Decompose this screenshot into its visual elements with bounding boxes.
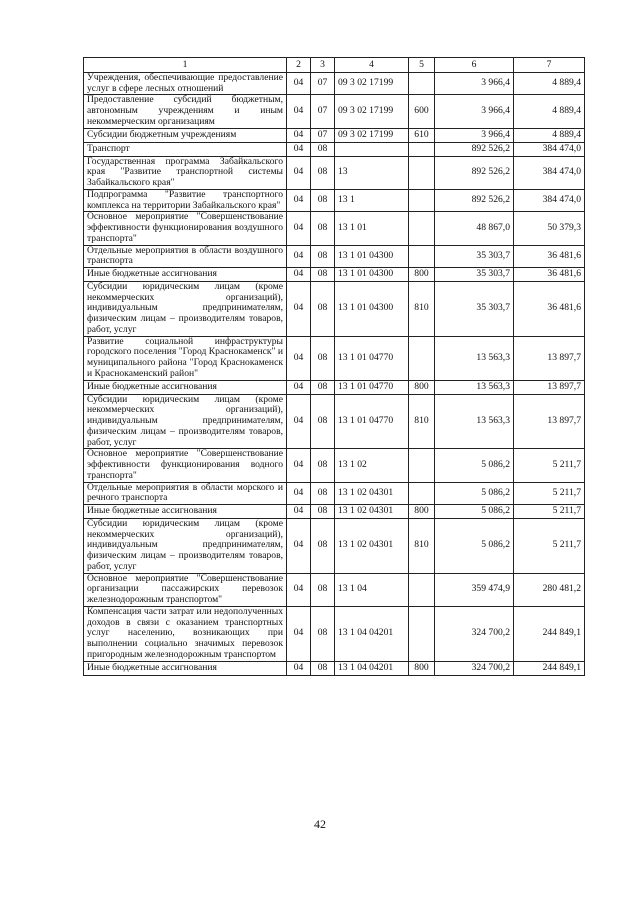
amount-year1-cell: 3 966,4 <box>435 95 514 128</box>
amount-year2-cell: 13 897,7 <box>514 394 585 449</box>
subsection-code-cell: 08 <box>311 482 335 504</box>
amount-year2-cell: 5 211,7 <box>514 449 585 482</box>
table-row <box>84 504 585 518</box>
subsection-code-cell: 07 <box>311 128 335 142</box>
subsection-code-cell: 08 <box>311 380 335 394</box>
section-code-cell: 04 <box>287 282 311 337</box>
section-code-cell: 04 <box>287 518 311 573</box>
amount-year1-cell: 35 303,7 <box>435 245 514 267</box>
section-code-cell: 04 <box>287 482 311 504</box>
subsection-code-cell: 08 <box>311 212 335 245</box>
amount-year1-cell: 892 526,2 <box>435 189 514 211</box>
amount-year1-cell: 35 303,7 <box>435 268 514 282</box>
expense-type-cell <box>409 189 435 211</box>
table-row <box>84 336 585 380</box>
table-row <box>84 156 585 189</box>
expense-type-cell <box>409 212 435 245</box>
section-code-cell: 04 <box>287 380 311 394</box>
subsection-code-cell: 08 <box>311 504 335 518</box>
column-header: 3 <box>311 58 335 73</box>
item-name-cell: Предоставление субсидий бюджетным, автономным учреждениям и иным некоммерческим организациям <box>84 95 287 128</box>
item-name-cell: Отдельные мероприятия в области морского и речного транспорта <box>84 482 287 504</box>
amount-year1-cell: 892 526,2 <box>435 142 514 156</box>
subsection-code-cell: 08 <box>311 156 335 189</box>
amount-year1-cell: 48 867,0 <box>435 212 514 245</box>
target-article-cell: 13 1 02 <box>335 449 409 482</box>
section-code-cell: 04 <box>287 95 311 128</box>
table-row <box>84 245 585 267</box>
expense-type-cell: 810 <box>409 518 435 573</box>
section-code-cell: 04 <box>287 268 311 282</box>
table-row <box>84 482 585 504</box>
amount-year2-cell: 36 481,6 <box>514 245 585 267</box>
item-name-cell: Субсидии бюджетным учреждениям <box>84 128 287 142</box>
subsection-code-cell: 08 <box>311 245 335 267</box>
expense-type-cell: 800 <box>409 380 435 394</box>
subsection-code-cell: 08 <box>311 449 335 482</box>
target-article-cell: 13 1 04 04201 <box>335 606 409 661</box>
item-name-cell: Иные бюджетные ассигнования <box>84 380 287 394</box>
expense-type-cell: 610 <box>409 128 435 142</box>
amount-year1-cell: 13 563,3 <box>435 336 514 380</box>
amount-year1-cell: 3 966,4 <box>435 128 514 142</box>
expense-type-cell: 810 <box>409 282 435 337</box>
item-name-cell: Компенсация части затрат или недополученных доходов в связи с оказанием транспортных услуг населению, возникающих при выполнении социально значимых перевозок пригородным железнодорожным транспортом <box>84 606 287 661</box>
item-name-cell: Подпрограмма "Развитие транспортного комплекса на территории Забайкальского края" <box>84 189 287 211</box>
table-row <box>84 95 585 128</box>
table-row <box>84 606 585 661</box>
column-header: 7 <box>514 58 585 73</box>
target-article-cell: 13 1 02 04301 <box>335 482 409 504</box>
subsection-code-cell: 08 <box>311 336 335 380</box>
amount-year1-cell: 35 303,7 <box>435 282 514 337</box>
expense-type-cell: 800 <box>409 504 435 518</box>
target-article-cell: 13 1 01 04300 <box>335 268 409 282</box>
amount-year1-cell: 892 526,2 <box>435 156 514 189</box>
subsection-code-cell: 08 <box>311 661 335 675</box>
amount-year1-cell: 13 563,3 <box>435 380 514 394</box>
table-row <box>84 142 585 156</box>
expense-type-cell <box>409 606 435 661</box>
column-header: 4 <box>335 58 409 73</box>
amount-year2-cell: 5 211,7 <box>514 518 585 573</box>
expense-type-cell: 800 <box>409 268 435 282</box>
target-article-cell: 13 1 04 <box>335 573 409 606</box>
table-row <box>84 268 585 282</box>
target-article-cell: 13 1 01 04300 <box>335 245 409 267</box>
amount-year1-cell: 5 086,2 <box>435 449 514 482</box>
column-number-row <box>84 58 585 73</box>
table-row <box>84 380 585 394</box>
amount-year1-cell: 324 700,2 <box>435 661 514 675</box>
table-row <box>84 73 585 95</box>
table-row <box>84 449 585 482</box>
amount-year2-cell: 280 481,2 <box>514 573 585 606</box>
item-name-cell: Отдельные мероприятия в области воздушного транспорта <box>84 245 287 267</box>
section-code-cell: 04 <box>287 189 311 211</box>
item-name-cell: Основное мероприятие "Совершенствование эффективности функционирования воздушного транспорта" <box>84 212 287 245</box>
column-header: 1 <box>84 58 287 73</box>
section-code-cell: 04 <box>287 449 311 482</box>
budget-table-container <box>83 57 584 676</box>
target-article-cell: 13 1 01 <box>335 212 409 245</box>
table-row <box>84 573 585 606</box>
item-name-cell: Транспорт <box>84 142 287 156</box>
table-row <box>84 128 585 142</box>
amount-year2-cell: 244 849,1 <box>514 661 585 675</box>
amount-year2-cell: 36 481,6 <box>514 268 585 282</box>
amount-year2-cell: 244 849,1 <box>514 606 585 661</box>
expense-type-cell <box>409 573 435 606</box>
expense-type-cell: 810 <box>409 394 435 449</box>
column-header: 6 <box>435 58 514 73</box>
amount-year2-cell: 13 897,7 <box>514 380 585 394</box>
expense-type-cell <box>409 482 435 504</box>
target-article-cell: 13 1 04 04201 <box>335 661 409 675</box>
target-article-cell: 13 1 01 04770 <box>335 380 409 394</box>
expense-type-cell: 600 <box>409 95 435 128</box>
subsection-code-cell: 07 <box>311 95 335 128</box>
amount-year1-cell: 324 700,2 <box>435 606 514 661</box>
amount-year2-cell: 4 889,4 <box>514 128 585 142</box>
amount-year1-cell: 5 086,2 <box>435 482 514 504</box>
item-name-cell: Субсидии юридическим лицам (кроме некоммерческих организаций), индивидуальным предпринимателям, физическим лицам – производителям товаров, работ, услуг <box>84 282 287 337</box>
target-article-cell: 13 1 01 04770 <box>335 394 409 449</box>
amount-year2-cell: 384 474,0 <box>514 156 585 189</box>
table-row <box>84 661 585 675</box>
column-header: 2 <box>287 58 311 73</box>
item-name-cell: Субсидии юридическим лицам (кроме некоммерческих организаций), индивидуальным предпринимателям, физическим лицам – производителям товаров, работ, услуг <box>84 518 287 573</box>
table-row <box>84 518 585 573</box>
section-code-cell: 04 <box>287 73 311 95</box>
amount-year1-cell: 3 966,4 <box>435 73 514 95</box>
item-name-cell: Иные бюджетные ассигнования <box>84 268 287 282</box>
expense-type-cell <box>409 142 435 156</box>
item-name-cell: Учреждения, обеспечивающие предоставление услуг в сфере лесных отношений <box>84 73 287 95</box>
subsection-code-cell: 08 <box>311 518 335 573</box>
amount-year2-cell: 384 474,0 <box>514 189 585 211</box>
subsection-code-cell: 08 <box>311 142 335 156</box>
expense-type-cell <box>409 336 435 380</box>
target-article-cell: 13 1 02 04301 <box>335 518 409 573</box>
section-code-cell: 04 <box>287 156 311 189</box>
section-code-cell: 04 <box>287 142 311 156</box>
section-code-cell: 04 <box>287 606 311 661</box>
amount-year2-cell: 13 897,7 <box>514 336 585 380</box>
subsection-code-cell: 08 <box>311 282 335 337</box>
target-article-cell <box>335 142 409 156</box>
target-article-cell: 13 1 01 04300 <box>335 282 409 337</box>
target-article-cell: 13 1 02 04301 <box>335 504 409 518</box>
target-article-cell: 09 3 02 17199 <box>335 73 409 95</box>
target-article-cell: 13 1 <box>335 189 409 211</box>
subsection-code-cell: 08 <box>311 189 335 211</box>
section-code-cell: 04 <box>287 661 311 675</box>
target-article-cell: 13 1 01 04770 <box>335 336 409 380</box>
item-name-cell: Иные бюджетные ассигнования <box>84 504 287 518</box>
table-row <box>84 189 585 211</box>
table-row <box>84 394 585 449</box>
subsection-code-cell: 08 <box>311 394 335 449</box>
subsection-code-cell: 08 <box>311 606 335 661</box>
amount-year1-cell: 5 086,2 <box>435 518 514 573</box>
column-header: 5 <box>409 58 435 73</box>
section-code-cell: 04 <box>287 245 311 267</box>
subsection-code-cell: 08 <box>311 573 335 606</box>
expense-type-cell <box>409 73 435 95</box>
target-article-cell: 13 <box>335 156 409 189</box>
item-name-cell: Основное мероприятие "Совершенствование организации пассажирских перевозок железнодорожным транспортом" <box>84 573 287 606</box>
section-code-cell: 04 <box>287 128 311 142</box>
section-code-cell: 04 <box>287 336 311 380</box>
target-article-cell: 09 3 02 17199 <box>335 128 409 142</box>
amount-year2-cell: 50 379,3 <box>514 212 585 245</box>
section-code-cell: 04 <box>287 573 311 606</box>
target-article-cell: 09 3 02 17199 <box>335 95 409 128</box>
section-code-cell: 04 <box>287 504 311 518</box>
item-name-cell: Субсидии юридическим лицам (кроме некоммерческих организаций), индивидуальным предпринимателям, физическим лицам – производителям товаров, работ, услуг <box>84 394 287 449</box>
amount-year2-cell: 36 481,6 <box>514 282 585 337</box>
expense-type-cell: 800 <box>409 661 435 675</box>
subsection-code-cell: 07 <box>311 73 335 95</box>
budget-table <box>83 57 585 676</box>
amount-year1-cell: 13 563,3 <box>435 394 514 449</box>
page-number: 42 <box>314 817 326 831</box>
table-row <box>84 282 585 337</box>
section-code-cell: 04 <box>287 212 311 245</box>
item-name-cell: Основное мероприятие "Совершенствование эффективности функционирования водного транспорта" <box>84 449 287 482</box>
amount-year2-cell: 384 474,0 <box>514 142 585 156</box>
amount-year2-cell: 4 889,4 <box>514 95 585 128</box>
expense-type-cell <box>409 156 435 189</box>
item-name-cell: Иные бюджетные ассигнования <box>84 661 287 675</box>
expense-type-cell <box>409 449 435 482</box>
subsection-code-cell: 08 <box>311 268 335 282</box>
amount-year2-cell: 5 211,7 <box>514 504 585 518</box>
amount-year1-cell: 5 086,2 <box>435 504 514 518</box>
amount-year2-cell: 5 211,7 <box>514 482 585 504</box>
item-name-cell: Государственная программа Забайкальского края "Развитие транспортной системы Забайкальского края" <box>84 156 287 189</box>
section-code-cell: 04 <box>287 394 311 449</box>
amount-year2-cell: 4 889,4 <box>514 73 585 95</box>
item-name-cell: Развитие социальной инфраструктуры городского поселения "Город Краснокаменск" и муниципального района "Город Краснокаменск и Краснокаменский район" <box>84 336 287 380</box>
table-row <box>84 212 585 245</box>
amount-year1-cell: 359 474,9 <box>435 573 514 606</box>
expense-type-cell <box>409 245 435 267</box>
